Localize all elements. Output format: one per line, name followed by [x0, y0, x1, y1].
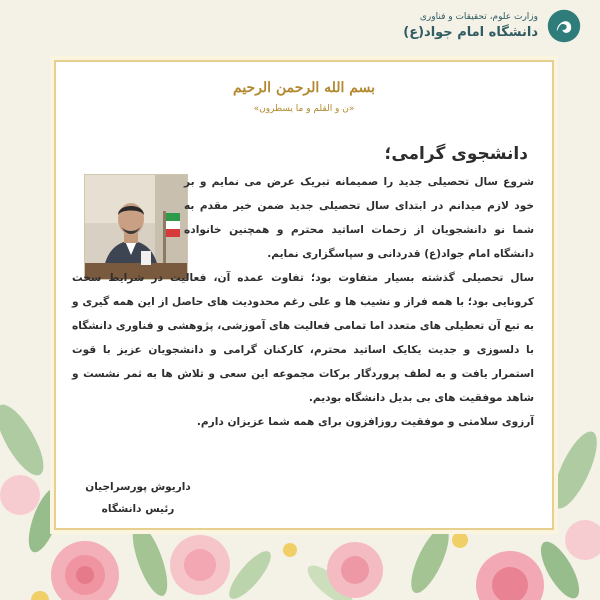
paragraph-1: شروع سال تحصیلی جدید را صمیمانه تبریک عرض می نمایم و بر خود لازم میدانم در ابتدای سال تحصیلی جدید ضمن خیر مقدم به شما نو دانشجویان از زحمات اساتید محترم و همچنین خانواده دانشگاه امام جواد(ع) قدردانی و سپاسگزاری نمایم.: [184, 176, 534, 260]
university-logo-icon: [546, 8, 582, 44]
quran-quote: «ن و القلم و ما يسطرون»: [253, 104, 355, 114]
header: [403, 8, 582, 44]
basmala: بسم الله الرحمن الرحيم: [233, 80, 375, 96]
signer-title: رئیس دانشگاه: [101, 503, 175, 515]
letter-card: [54, 60, 554, 530]
letter-body: [72, 170, 534, 434]
signature: [78, 476, 198, 520]
university-name: دانشگاه امام جواد(ع): [403, 25, 538, 40]
signer-name: داریوش پورسراجیان: [85, 481, 191, 493]
paragraph-3: آرزوی سلامتی و موفقیت روزافزون برای همه شما عزیزان دارم.: [196, 416, 534, 428]
paragraph-2: سال تحصیلی گذشته بسیار متفاوت بود؛ تفاوت عمده آن، فعالیت در شرایط سخت کرونایی بود؛ با همه فراز و نشیب ها و علی رغم محدودیت های حاصل از این همه گیری و به تبع آن تعطیلی های متعدد اما تمامی فعالیت های آموزشی، پژوهشی و فناوری دانشگاه با دلسوزی و جدیت یکایک اساتید محترم، کارکنان گرامی و دانشجویان عزیز با قوت استمرار یافت و به لطف پروردگار برکات مجموعه این سعی و تلاش ها به ثمر نشست و شاهد موفقیت های بی بدیل دانشگاه بودیم.: [72, 272, 534, 404]
greeting: دانشجوی گرامی؛: [384, 144, 528, 164]
ministry-name: وزارت علوم، تحقیقات و فناوری: [419, 12, 538, 22]
